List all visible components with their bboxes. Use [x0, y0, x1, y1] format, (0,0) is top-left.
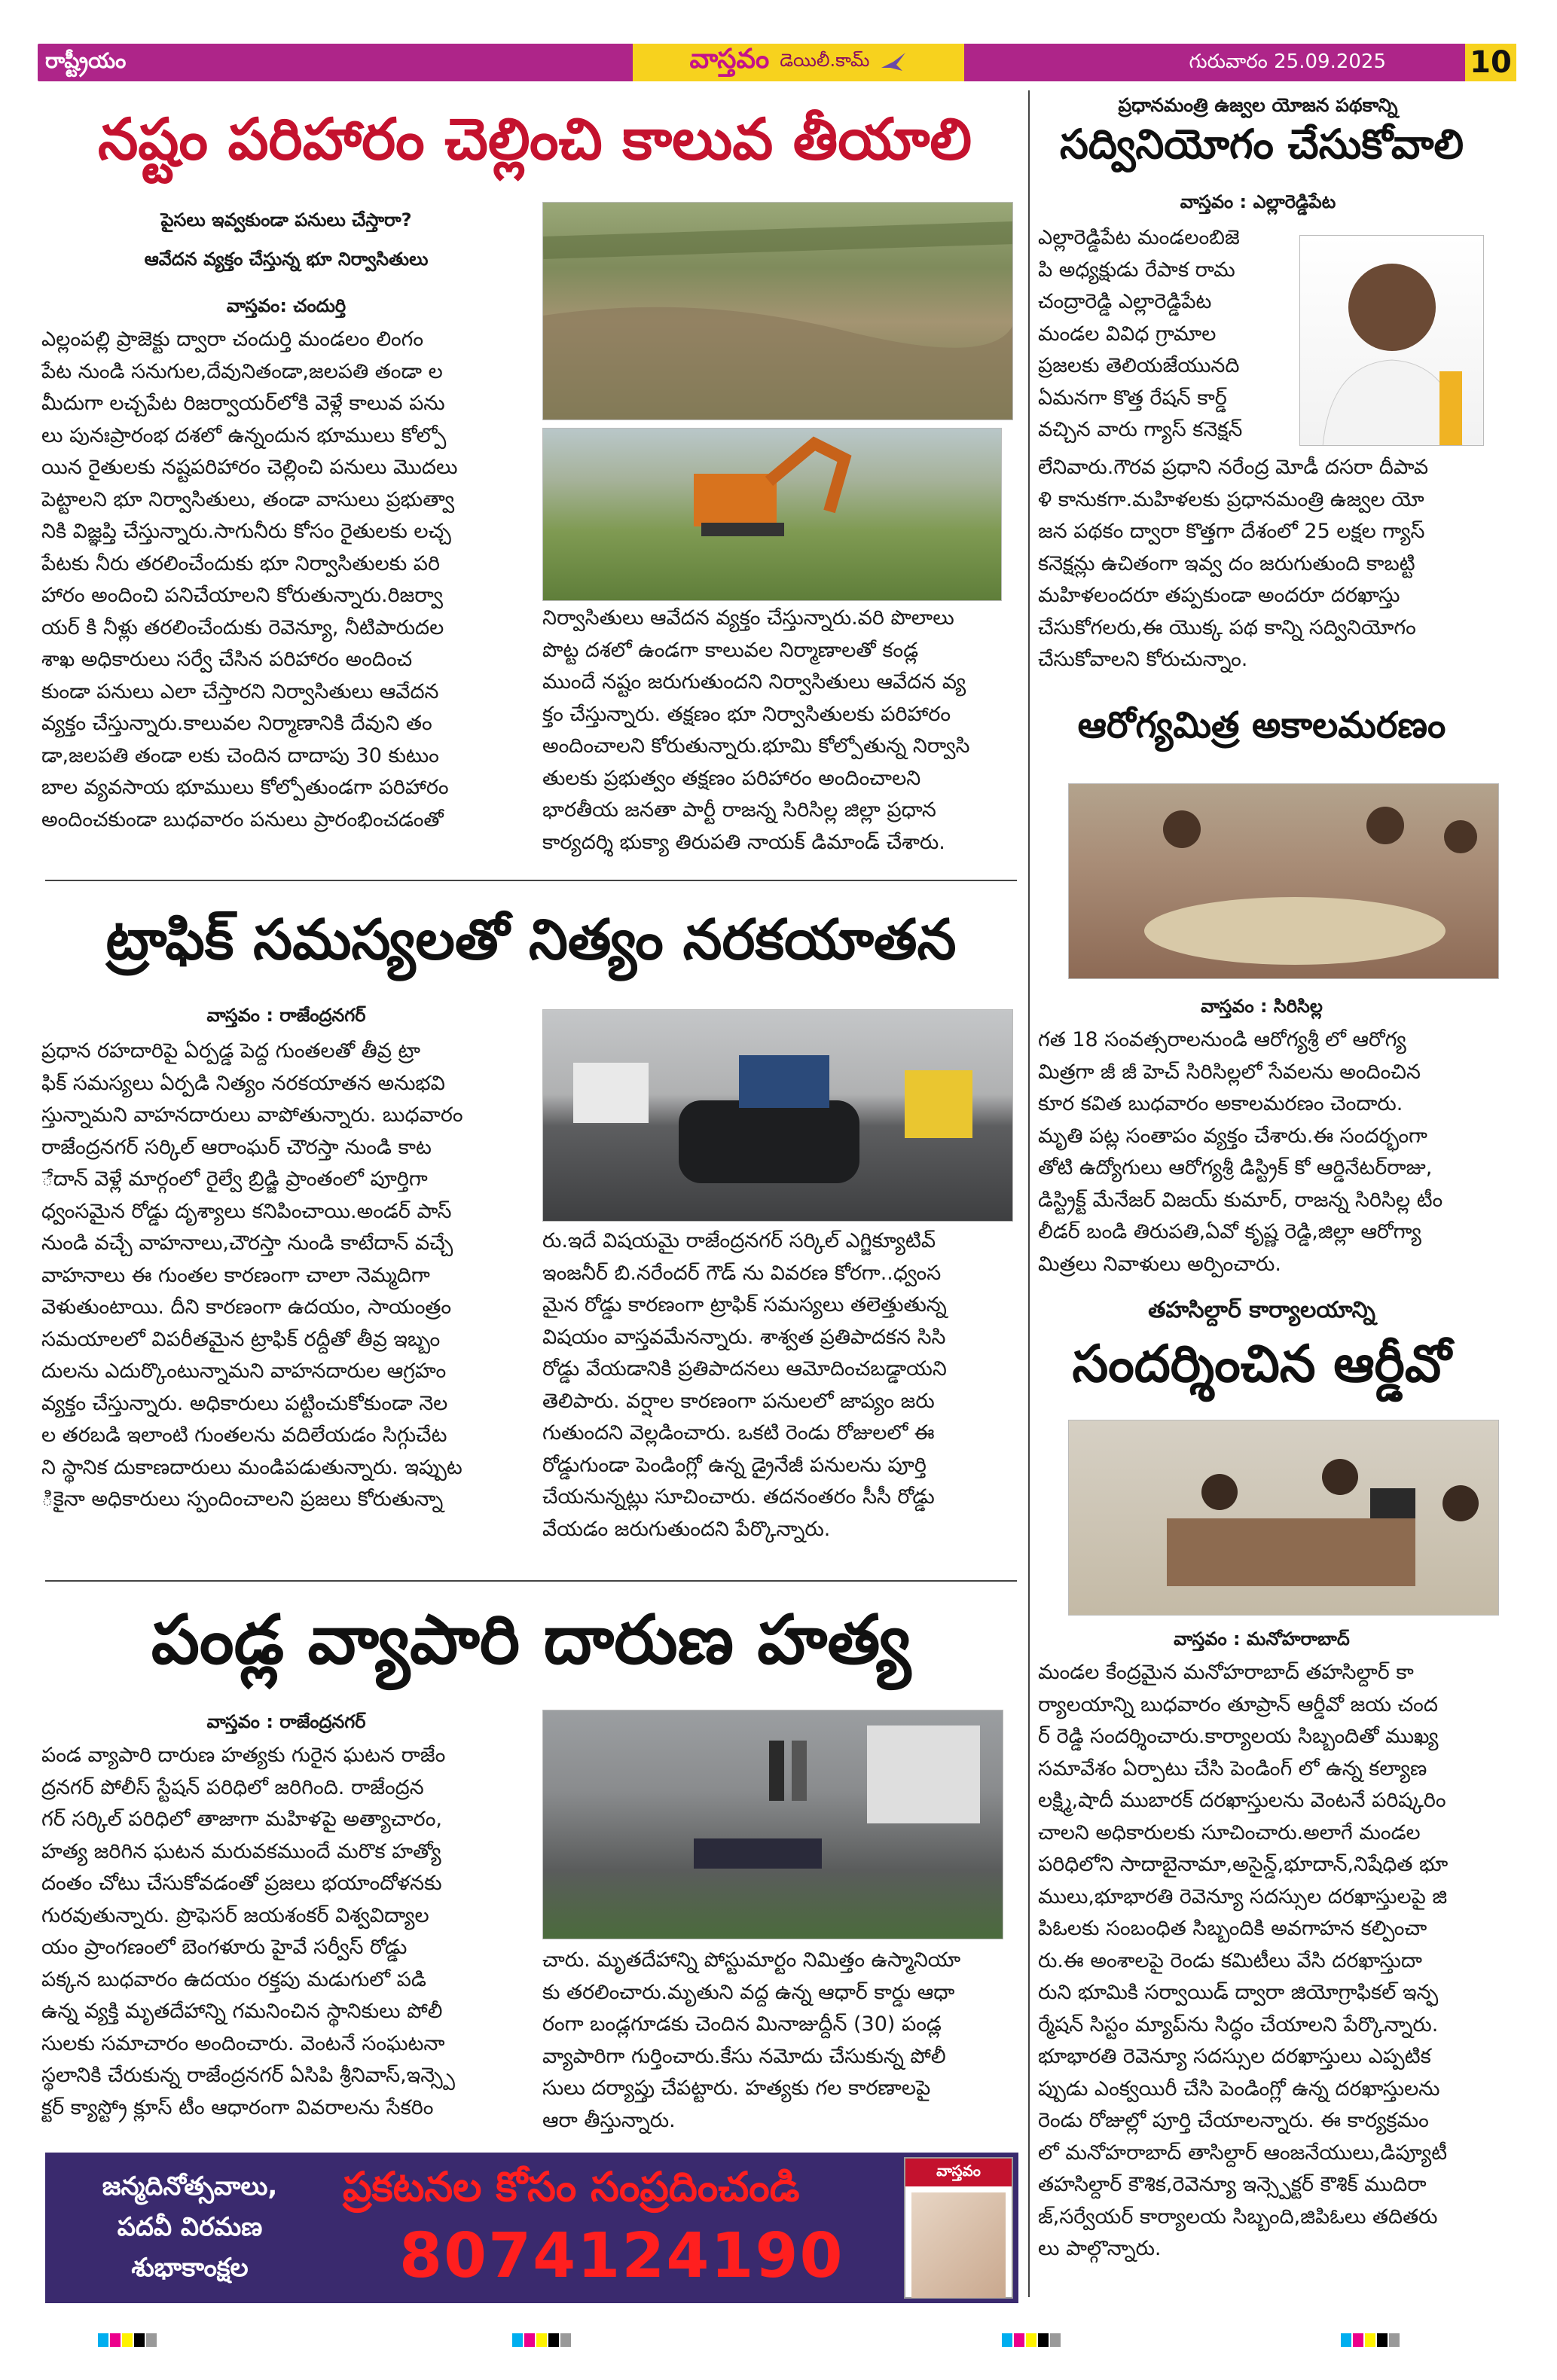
- divider: [45, 1580, 1017, 1582]
- article2-column2: రు.ఇదే విషయమై రాజేంద్రనగర్ సర్కిల్ ఎగ్జిక్యూటివ్ ఇంజనీర్ బి.నరేందర్ గౌడ్ ను వివరణ కోరగా..ధ్వంస మైన రోడ్డు కారణంగా ట్రాఫిక్ సమస్యలు తలెత్తుతున్న విషయం వాస్తవమేనన్నారు. శాశ్వత ప్రతిపాదకన సిసి రోడ్డు వేయడానికి ప్రతిపాదనలు ఆమోదించబడ్డాయని తెలిపారు. వర్షాల కారణంగా పనులలో జాప్యం జరు గుతుందని వెల్లడించారు. ఒకటి రెండు రోజులలో ఈ రోడ్డుగుండా పెండింగ్లో ఉన్న డ్రైనేజీ పనులను పూర్తి చేయనున్నట్లు సూచించారు. తదనంతరం సీసీ రోడ్డు వేయడం జరుగుతుందని పేర్కొన్నారు.: [542, 1229, 947, 1541]
- article5-dateline: వాస్తవం : సిరిసిల్ల: [1201, 996, 1323, 1017]
- article4-body: లేనివారు.గౌరవ ప్రధాని నరేంద్ర మోడీ దసరా దీపావ ళి కానుకగా.మహిళలకు ప్రధానమంత్రి ఉజ్వల యో జన పథకం ద్వారా కొత్తగా దేశంలో 25 లక్షల గ్యాస్ కనెక్షన్లు ఉచితంగా ఇవ్వ దం జరుగుతుంది కాబట్టి మహిళలందరూ తప్పకుండా అందరూ దరఖాస్తు చేసుకోగలరు,ఈ యొక్క పథ కాన్ని సద్వినియోగం చేసుకోవాలని కోరుచున్నాం.: [1038, 456, 1429, 671]
- article4-kicker: ప్రధానమంత్రి ఉజ్వల యోజన పథకాన్ని: [1118, 94, 1398, 116]
- article4-headline: సద్వినియోగం చేసుకోవాలి: [1059, 121, 1464, 168]
- article3-column2: చారు. మృతదేహాన్ని పోస్టుమార్టం నిమిత్తం ఉస్మానియా కు తరలించారు.మృతుని వద్ద ఉన్న ఆధార్ కార్డు ఆధా రంగా బండ్లగూడకు చెందిన మినాజుద్దీన్ (30) పండ్ల వ్యాపారిగా గుర్తించారు.కేసు నమోదు చేసుకున్న పోలీ సులు దర్యాప్తు చేపట్టారు. హత్యకు గల కారణాలపై ఆరా తీస్తున్నారు.: [542, 1948, 961, 2132]
- article4-narrow-text: ఎల్లారెడ్డిపేట మండలంబిజె పి అధ్యక్షుడు రేపాక రామ చంద్రారెడ్డి ఎల్లారెడ్డిపేట మండల వివిధ గ్రామాల ప్రజలకు తెలియజేయునది ఏమనగా కొత్త రేషన్ కార్డ్ వచ్చిన వారు గ్యాస్ కనెక్షన్: [1038, 226, 1243, 441]
- article5-headline: ఆరోగ్యమిత్ర అకాలమరణం: [1077, 704, 1446, 746]
- article2-headline: ట్రాఫిక్ సమస్యలతో నిత్యం నరకయాతన: [105, 908, 957, 972]
- ad-line: జన్మదినోత్సవాలు,: [102, 2171, 278, 2202]
- header-bar: [38, 44, 1469, 81]
- ad-line: శుభాకాంక్షల: [131, 2253, 249, 2283]
- article1-dateline: వాస్తవం: చందుర్తి: [226, 295, 347, 316]
- ad-phone: 8074124190: [399, 2220, 844, 2292]
- masthead-title: వాస్తవం: [689, 44, 770, 75]
- article1-column1: ఎల్లంపల్లి ప్రాజెక్టు ద్వారా చందుర్తి మండలం లింగం పేట నుండి సనుగుల,దేవునితండా,జలపతి తండా ల మీదుగా లచ్చపేట రిజర్వాయర్‌లోకి వెళ్లే కాలువ పను లు పునఃప్రారంభ దశలో ఉన్నందున భూములు కోల్పో యిన రైతులకు నష్టపరిహారం చెల్లించి పనులు మొదలు పెట్టాలని భూ నిర్వాసితులు, తండా వాసులు ప్రభుత్వా నికి విజ్ఞప్తి చేస్తున్నారు.సాగునీరు కోసం రైతులకు లచ్చ పేటకు నీరు తరలించేందుకు భూ నిర్వాసితులకు పరి హారం అందించి పనిచేయాలని కోరుతున్నారు.రిజర్వా యర్ కి నీళ్లు తరలించేందుకు రెవెన్యూ, నీటిపారుదల శాఖ అధికారులు సర్వే చేసిన పరిహారం అందించ కుండా పనులు ఎలా చేస్తారని నిర్వాసితులు ఆవేదన వ్యక్తం చేస్తున్నారు.కాలువల నిర్మాణానికి దేవుని తం డా,జలపతి తండా లకు చెందిన దాదాపు 30 కుటుం బాల వ్యవసాయ భూములు కోల్పోతుండగా పరిహారం అందించకుండా బుధవారం పనులు ప్రారంభించడంతో: [41, 328, 458, 831]
- traffic-road-photo: [542, 1009, 1013, 1222]
- ad-left-text: [62, 2166, 318, 2288]
- article3-column1: పండ వ్యాపారి దారుణ హత్యకు గురైన ఘటన రాజేం ద్రనగర్ పోలీస్ స్టేషన్ పరిధిలో జరిగింది. రాజేంద్రన గర్ సర్కిల్ పరిధిలో తాజాగా మహిళపై అత్యాచారం, హత్య జరిగిన ఘటన మరువకముందే మరొక హత్యో దంతం చోటు చేసుకోవడంతో ప్రజలు భయాందోళనకు గురవుతున్నారు. ప్రొఫెసర్ జయశంకర్ విశ్వవిద్యాల యం ప్రాంగణంలో బెంగళూరు హైవే సర్వీస్ రోడ్డు పక్కన బుధవారం ఉదయం రక్తపు మడుగులో పడి ఉన్న వ్యక్తి మృతదేహాన్ని గమనించిన స్థానికులు పోలీ సులకు సమాచారం అందించారు. వెంటనే సంఘటనా స్థలానికి చేరుకున్న రాజేంద్రనగర్ ఏసిపి శ్రీనివాస్,ఇన్స్పె క్టర్ క్యాస్ట్రో క్లూస్ టీం ఆధారంగా వివరాలను సేకరిం: [41, 1744, 455, 2119]
- crime-scene-photo: [542, 1710, 1003, 1939]
- excavator-photo: [542, 428, 1002, 601]
- ad-thumbnail: [904, 2157, 1013, 2299]
- article6-dateline: వాస్తవం : మనోహరాబాద్: [1174, 1628, 1350, 1649]
- article3-headline: పండ్ల వ్యాపారి దారుణ హత్య: [151, 1600, 911, 1680]
- ad-tagline: ప్రకటనల కోసం సంప్రదించండి: [343, 2163, 800, 2211]
- divider: [45, 880, 1017, 881]
- article6-body: మండల కేంద్రమైన మనోహరాబాద్ తహసిల్దార్ కా ర్యాలయాన్ని బుధవారం తూప్రాన్ ఆర్డీవో జయ చంద ర్ రెడ్డి సందర్శించారు.కార్యాలయ సిబ్బందితో ముఖ్య సమావేశం ఏర్పాటు చేసి పెండింగ్ లో ఉన్న కల్యాణ లక్ష్మి,షాదీ ముబారక్ దరఖాస్తులను వెంటనే పరిష్కరిం చాలని అధికారులకు సూచించారు.అలాగే మండల పరిధిలోని సాదాబైనామా,అసైన్డ్,భూదాన్,నిషేధిత భూ ములు,భూభారతి రెవెన్యూ సదస్సుల దరఖాస్తులపై జి పిఓలకు సంబంధిత సిబ్బందికి అవగాహన కల్పించా రు.ఈ అంశాలపై రెండు కమిటీలు వేసి దరఖాస్తుదా రుని భూమికి సర్వాయిడ్ ద్వారా జియోగ్రాఫికల్ ఇన్ఫ ర్మేషన్ సిస్టం మ్యాప్‌ను సిద్ధం చేయాలని పేర్కొన్నారు. భూభారతి రెవెన్యూ సదస్సుల దరఖాస్తులు ఎప్పటిక ప్పుడు ఎంక్వయిరీ చేసి పెండింగ్లో ఉన్న దరఖాస్తులను రెండు రోజుల్లో పూర్తి చేయాలన్నారు. ఈ కార్యక్రమం లో మనోహరాబాద్ తాసిల్దార్ ఆంజనేయులు,డిప్యూటీ తహసిల్దార్ కౌశిక,రెవెన్యూ ఇన్స్పెక్టర్ కౌశిక్ ముదిరా జ్,సర్వేయర్ కార్యాలయ సిబ్బంది,జిపిఓలు తదితరు లు పాల్గొన్నారు.: [1038, 1661, 1449, 2260]
- masthead: [633, 44, 964, 81]
- issue-date: గురువారం 25.09.2025: [1189, 50, 1386, 73]
- leader-portrait: [1299, 235, 1484, 446]
- article1-subhead: పైసలు ఇవ్వకుండా పనులు చేస్తారా?: [160, 209, 412, 230]
- section-label: రాష్ట్రీయం: [45, 48, 127, 73]
- article2-column1: ప్రధాన రహదారిపై ఏర్పడ్డ పెద్ద గుంతలతో తీవ్ర ట్రా ఫిక్ సమస్యలు ఏర్పడి నిత్యం నరకయాతన అనుభవి స్తున్నామని వాహనదారులు వాపోతున్నారు. బుధవారం రాజేంద్రనగర్ సర్కిల్ ఆరాంఘర్ చౌరస్తా నుండి కాట ేదాన్ వెళ్లే మార్గంలో రైల్వే బ్రిడ్జి ప్రాంతంలో పూర్తిగా ధ్వంసమైన రోడ్డు దృశ్యాలు కనిపించాయి.అండర్ పాస్ నుండి వచ్చే వాహనాలు,చౌరస్తా నుండి కాటేదాన్ వచ్చే వాహనాలు ఈ గుంతల కారణంగా చాలా నెమ్మదిగా వెళుతుంటాయి. దీని కారణంగా ఉదయం, సాయంత్రం సమయాలలో విపరీతమైన ట్రాఫిక్ రద్దీతో తీవ్ర ఇబ్బం దులను ఎదుర్కొంటున్నామని వాహనదారుల ఆగ్రహం వ్యక్తం చేస్తున్నారు. అధికారులు పట్టించుకోకుండా నెల ల తరబడి ఇలాంటి గుంతలను వదిలేయడం సిగ్గుచేట ని స్థానిక దుకాణదారులు మండిపడుతున్నారు. ఇప్పుట ికైనా అధికారులు స్పందించాలని ప్రజలు కోరుతున్నా: [41, 1039, 463, 1511]
- article6-headline: సందర్శించిన ఆర్డీవో: [1072, 1335, 1452, 1394]
- bird-logo-icon: [880, 51, 907, 74]
- office-visit-photo: [1068, 1420, 1499, 1616]
- article5-body: గత 18 సంవత్సరాలనుండి ఆరోగ్యశ్రీ లో ఆరోగ్య మిత్రగా జీ జీ హెచ్ సిరిసిల్లలో సేవలను అందించిన కూర కవిత బుధవారం అకాలమరణం చెందారు. మృతి పట్ల సంతాపం వ్యక్తం చేశారు.ఈ సందర్భంగా తోటి ఉద్యోగులు ఆరోగ్యశ్రీ డిస్ట్రిక్ కో ఆర్డినేటర్‌రాజు, డిస్ట్రిక్ట్ మేనేజర్ విజయ్ కుమార్, రాజన్న సిరిసిల్ల టీం లీడర్ బండి తిరుపతి,ఏవో కృష్ణ రెడ్డి,జిల్లా ఆరోగ్యా మిత్రలు నివాళులు అర్పించారు.: [1038, 1028, 1443, 1276]
- masthead-subtitle: డెయిలీ.కామ్: [780, 50, 870, 71]
- article2-dateline: వాస్తవం : రాజేంద్రనగర్: [206, 1005, 366, 1026]
- ad-line: పదవీ విరమణ: [117, 2212, 263, 2242]
- ad-thumb-title: వాస్తవం: [905, 2159, 1012, 2186]
- page-number: 10: [1465, 44, 1516, 81]
- canal-field-photo: [542, 202, 1013, 420]
- article4-dateline: వాస్తవం : ఎల్లారెడ్డిపేట: [1180, 191, 1336, 212]
- advertisement-banner: [45, 2153, 1018, 2303]
- article1-headline: నష్టం పరిహారం చెల్లించి కాలువ తీయాలి: [97, 105, 972, 172]
- article3-dateline: వాస్తవం : రాజేంద్రనగర్: [206, 1711, 366, 1732]
- article1-subhead: ఆవేదన వ్యక్తం చేస్తున్న భూ నిర్వాసితులు: [144, 249, 429, 270]
- column-divider: [1028, 90, 1030, 2297]
- article6-kicker: తహసిల్దార్ కార్యాలయాన్ని: [1148, 1297, 1375, 1323]
- article1-column2: నిర్వాసితులు ఆవేదన వ్యక్తం చేస్తున్నారు.వరి పొలాలు పొట్ట దశలో ఉండగా కాలువల నిర్మాణాలతో కండ్ల ముందే నష్టం జరుగుతుందని నిర్వాసితులు ఆవేదన వ్య క్తం చేస్తున్నారు. తక్షణం భూ నిర్వాసితులకు పరిహారం అందించాలని కోరుతున్నారు.భూమి కోల్పోతున్న నిర్వాసి తులకు ప్రభుత్వం తక్షణం పరిహారం అందించాలని భారతీయ జనతా పార్టీ రాజన్న సిరిసిల్ల జిల్లా ప్రధాన కార్యదర్శి భుక్యా తిరుపతి నాయక్ డిమాండ్ చేశారు.: [542, 606, 970, 854]
- funeral-photo: [1068, 783, 1499, 979]
